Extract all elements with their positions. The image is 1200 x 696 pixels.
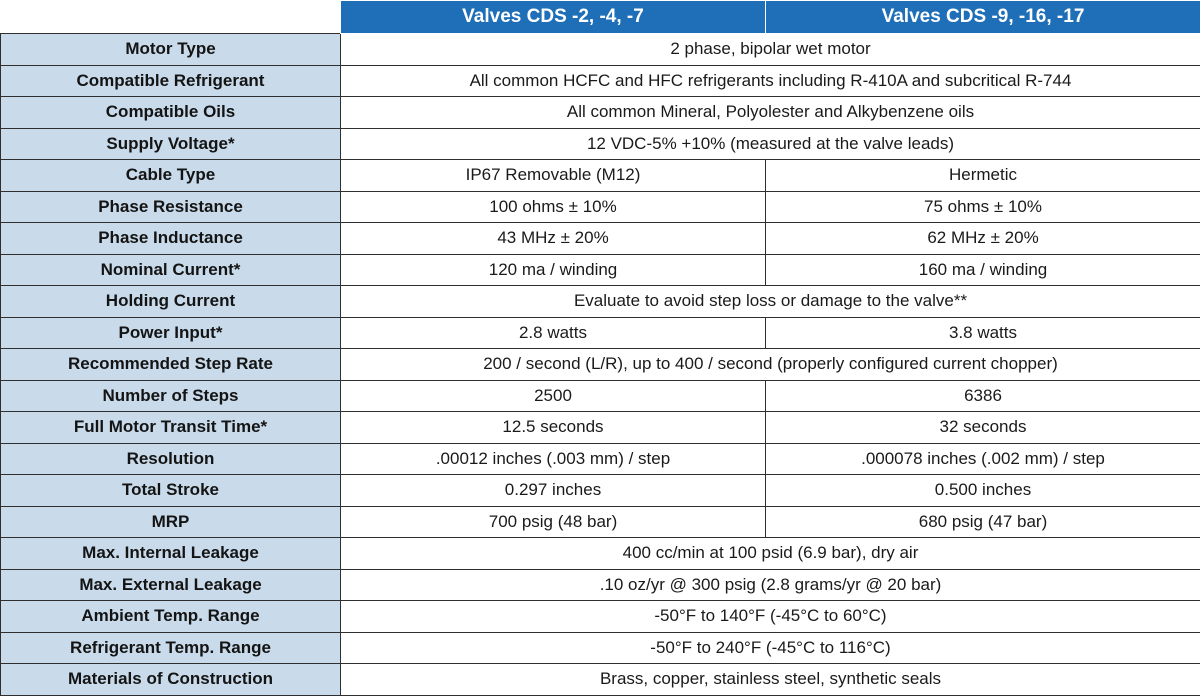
row-value-shared: All common HCFC and HFC refrigerants including R-410A and subcritical R-744: [341, 65, 1200, 97]
row-value-shared: 2 phase, bipolar wet motor: [341, 34, 1200, 66]
table-row: [1, 412, 1200, 444]
table-row: [1, 538, 1200, 570]
row-label: Refrigerant Temp. Range: [1, 632, 341, 664]
row-value-cds-2-4-7: 100 ohms ± 10%: [341, 191, 766, 223]
table-row: [1, 160, 1200, 192]
row-label: Max. External Leakage: [1, 569, 341, 601]
row-value-shared: Brass, copper, stainless steel, synthetic seals: [341, 664, 1200, 696]
row-value-shared: 400 cc/min at 100 psid (6.9 bar), dry air: [341, 538, 1200, 570]
row-label: Ambient Temp. Range: [1, 601, 341, 633]
row-value-cds-2-4-7: .00012 inches (.003 mm) / step: [341, 443, 766, 475]
table-row: [1, 286, 1200, 318]
row-value-cds-2-4-7: 700 psig (48 bar): [341, 506, 766, 538]
spec-table-body: [1, 34, 1200, 696]
row-value-cds-9-16-17: 160 ma / winding: [766, 254, 1200, 286]
row-value-cds-9-16-17: 6386: [766, 380, 1200, 412]
table-row: [1, 65, 1200, 97]
row-value-shared: 200 / second (L/R), up to 400 / second (properly configured current chopper): [341, 349, 1200, 381]
row-value-cds-9-16-17: 32 seconds: [766, 412, 1200, 444]
row-value-cds-9-16-17: Hermetic: [766, 160, 1200, 192]
column-header-cds-9-16-17: Valves CDS -9, -16, -17: [766, 1, 1200, 34]
table-row: [1, 475, 1200, 507]
row-label: Phase Resistance: [1, 191, 341, 223]
row-label: Resolution: [1, 443, 341, 475]
row-label: Full Motor Transit Time*: [1, 412, 341, 444]
table-row: [1, 191, 1200, 223]
row-value-shared: .10 oz/yr @ 300 psig (2.8 grams/yr @ 20 bar): [341, 569, 1200, 601]
row-value-cds-9-16-17: 0.500 inches: [766, 475, 1200, 507]
table-row: [1, 664, 1200, 696]
row-value-shared: -50°F to 140°F (-45°C to 60°C): [341, 601, 1200, 633]
row-label: Total Stroke: [1, 475, 341, 507]
row-value-cds-9-16-17: 3.8 watts: [766, 317, 1200, 349]
row-value-shared: Evaluate to avoid step loss or damage to the valve**: [341, 286, 1200, 318]
row-value-shared: -50°F to 240°F (-45°C to 116°C): [341, 632, 1200, 664]
row-value-cds-9-16-17: 680 psig (47 bar): [766, 506, 1200, 538]
table-row: [1, 380, 1200, 412]
row-value-cds-2-4-7: 12.5 seconds: [341, 412, 766, 444]
row-value-cds-2-4-7: 120 ma / winding: [341, 254, 766, 286]
table-row: [1, 349, 1200, 381]
row-value-cds-9-16-17: 62 MHz ± 20%: [766, 223, 1200, 255]
table-row: [1, 254, 1200, 286]
row-label: Nominal Current*: [1, 254, 341, 286]
table-row: [1, 128, 1200, 160]
row-label: Max. Internal Leakage: [1, 538, 341, 570]
table-row: [1, 506, 1200, 538]
row-label: Holding Current: [1, 286, 341, 318]
row-label: Supply Voltage*: [1, 128, 341, 160]
table-row: [1, 317, 1200, 349]
row-label: Recommended Step Rate: [1, 349, 341, 381]
column-header-cds-2-4-7: Valves CDS -2, -4, -7: [341, 1, 766, 34]
table-row: [1, 34, 1200, 66]
row-value-shared: All common Mineral, Polyolester and Alkybenzene oils: [341, 97, 1200, 129]
row-label: Compatible Refrigerant: [1, 65, 341, 97]
table-row: [1, 601, 1200, 633]
row-label: Number of Steps: [1, 380, 341, 412]
header-corner: [1, 1, 341, 34]
row-value-cds-2-4-7: 2.8 watts: [341, 317, 766, 349]
row-value-shared: 12 VDC-5% +10% (measured at the valve leads): [341, 128, 1200, 160]
row-label: Power Input*: [1, 317, 341, 349]
table-row: [1, 97, 1200, 129]
row-label: Motor Type: [1, 34, 341, 66]
row-value-cds-2-4-7: 0.297 inches: [341, 475, 766, 507]
row-value-cds-2-4-7: 2500: [341, 380, 766, 412]
row-label: Materials of Construction: [1, 664, 341, 696]
row-label: Cable Type: [1, 160, 341, 192]
row-label: Compatible Oils: [1, 97, 341, 129]
row-value-cds-9-16-17: 75 ohms ± 10%: [766, 191, 1200, 223]
table-row: [1, 569, 1200, 601]
header-row: [1, 1, 1200, 34]
table-row: [1, 632, 1200, 664]
table-row: [1, 443, 1200, 475]
row-value-cds-2-4-7: IP67 Removable (M12): [341, 160, 766, 192]
row-label: MRP: [1, 506, 341, 538]
row-value-cds-9-16-17: .000078 inches (.002 mm) / step: [766, 443, 1200, 475]
table-row: [1, 223, 1200, 255]
row-label: Phase Inductance: [1, 223, 341, 255]
row-value-cds-2-4-7: 43 MHz ± 20%: [341, 223, 766, 255]
